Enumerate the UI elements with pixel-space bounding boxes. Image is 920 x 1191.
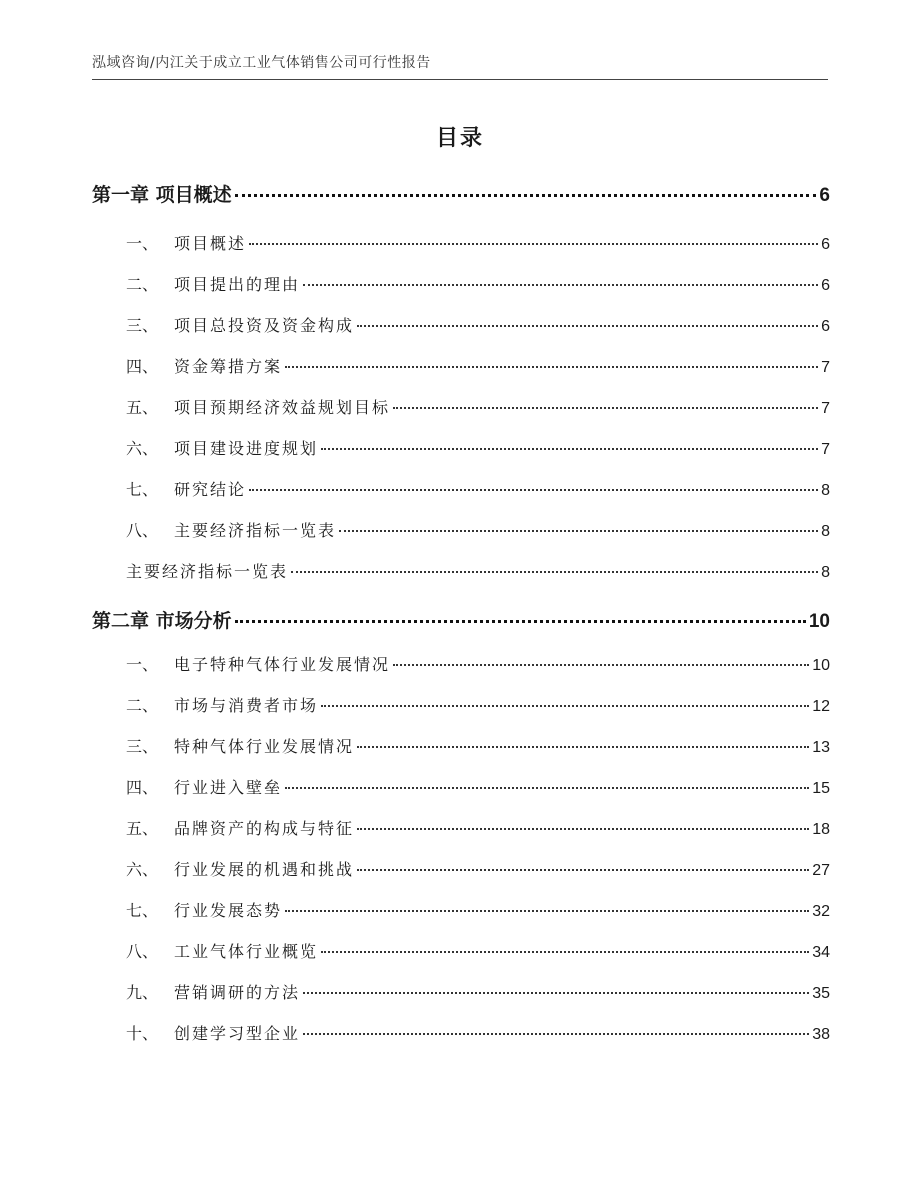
dot-leader — [393, 407, 818, 409]
toc-page-number: 10 — [812, 657, 830, 674]
toc-entry-label — [126, 313, 354, 336]
toc-page-number: 12 — [812, 698, 830, 715]
toc-entry[interactable] — [92, 272, 830, 313]
toc-entry[interactable] — [92, 559, 830, 600]
toc-page-number: 15 — [812, 780, 830, 797]
dot-leader — [249, 243, 818, 245]
toc-entry-number: 七、 — [126, 480, 159, 499]
toc-page-number: 38 — [812, 1026, 830, 1043]
toc-entry[interactable] — [92, 1021, 830, 1062]
toc-page-number: 32 — [812, 903, 830, 920]
toc-entry[interactable] — [92, 652, 830, 693]
toc-entry-number: 五、 — [126, 819, 159, 838]
toc-entry-number: 三、 — [126, 737, 159, 756]
toc-entry-label — [126, 939, 318, 962]
toc-entry-text: 电子特种气体行业发展情况 — [174, 655, 391, 674]
toc-chapter-2[interactable] — [92, 606, 830, 640]
toc-entry-label — [126, 477, 246, 500]
toc-entry[interactable] — [92, 354, 830, 395]
toc-entry-number: 八、 — [126, 521, 159, 540]
dot-leader — [235, 620, 806, 623]
toc-page-number: 18 — [812, 821, 830, 838]
toc-entry[interactable] — [92, 857, 830, 898]
toc-entry-label — [126, 980, 300, 1003]
toc-entry-label — [126, 734, 354, 757]
toc-chapter-1-sections — [92, 231, 830, 559]
toc-entry-text: 项目概述 — [174, 234, 247, 253]
toc-entry-number: 八、 — [126, 942, 159, 961]
dot-leader — [291, 571, 818, 573]
dot-leader — [249, 489, 818, 491]
toc-page-number: 34 — [812, 944, 830, 961]
toc-entry-text: 品牌资产的构成与特征 — [174, 819, 355, 838]
toc-entry-text: 项目提出的理由 — [174, 275, 301, 294]
dot-leader — [303, 284, 818, 286]
toc-page-number: 7 — [821, 359, 830, 376]
dot-leader — [357, 828, 809, 830]
toc-entry-label — [126, 395, 390, 418]
toc-page-number: 7 — [821, 400, 830, 417]
toc-page-number: 6 — [819, 185, 830, 206]
toc-entry-text: 营销调研的方法 — [174, 983, 301, 1002]
toc-entry[interactable] — [92, 477, 830, 518]
dot-leader — [321, 705, 809, 707]
dot-leader — [321, 448, 818, 450]
dot-leader — [339, 530, 818, 532]
toc-entry-label — [126, 1021, 300, 1044]
toc-page-number: 6 — [821, 236, 830, 253]
toc-entry-label — [126, 693, 318, 716]
toc-entry-number: 四、 — [126, 778, 159, 797]
toc-entry[interactable] — [92, 734, 830, 775]
toc-page-number: 8 — [821, 482, 830, 499]
toc-entry-number: 三、 — [126, 316, 159, 335]
toc-page-number: 7 — [821, 441, 830, 458]
toc-entry-text: 资金筹措方案 — [174, 357, 283, 376]
toc-entry[interactable] — [92, 693, 830, 734]
dot-leader — [321, 951, 809, 953]
toc-entry-number: 二、 — [126, 275, 159, 294]
toc-entry-text: 市场与消费者市场 — [174, 696, 319, 715]
dot-leader — [357, 325, 818, 327]
toc-page-number: 8 — [821, 523, 830, 540]
header-rule — [92, 79, 828, 80]
toc-entry-number: 一、 — [126, 655, 159, 674]
toc-page-number: 13 — [812, 739, 830, 756]
toc-entry[interactable] — [92, 518, 830, 559]
dot-leader — [303, 992, 809, 994]
toc-chapter-label: 第二章 市场分析 — [92, 610, 232, 632]
toc-page-number: 6 — [821, 277, 830, 294]
toc-entry[interactable] — [92, 939, 830, 980]
toc-entry-text: 项目总投资及资金构成 — [174, 316, 355, 335]
toc-entry-text: 项目建设进度规划 — [174, 439, 319, 458]
toc-page-number: 6 — [821, 318, 830, 335]
toc-chapter-1[interactable] — [92, 180, 830, 214]
dot-leader — [357, 869, 809, 871]
toc-entry[interactable] — [92, 313, 830, 354]
toc-chapter-2-sections — [92, 652, 830, 1062]
toc-page-number: 27 — [812, 862, 830, 879]
toc-entry[interactable] — [92, 231, 830, 272]
toc-entry-label — [126, 518, 336, 541]
toc-entry-number: 七、 — [126, 901, 159, 920]
toc-entry-label — [126, 354, 282, 377]
toc-entry-label — [126, 857, 354, 880]
toc-entry-number: 一、 — [126, 234, 159, 253]
toc-entry-number: 二、 — [126, 696, 159, 715]
toc-chapter-label: 第一章 项目概述 — [92, 184, 232, 206]
toc-entry-label — [126, 652, 390, 675]
toc-page-number: 10 — [808, 611, 830, 632]
dot-leader — [285, 366, 818, 368]
toc-entry-label — [126, 898, 282, 921]
toc-entry-label — [126, 775, 282, 798]
dot-leader — [393, 664, 809, 666]
toc-entry-number: 六、 — [126, 860, 159, 879]
toc-entry-text: 特种气体行业发展情况 — [174, 737, 355, 756]
toc-entry-text: 主要经济指标一览表 — [174, 521, 337, 540]
toc-entry-label — [126, 816, 354, 839]
toc-entry-text: 研究结论 — [174, 480, 247, 499]
toc-entry-text: 创建学习型企业 — [174, 1024, 301, 1043]
toc-entry[interactable] — [92, 980, 830, 1021]
running-header: 泓域咨询/内江关于成立工业气体销售公司可行性报告 — [92, 55, 431, 71]
toc-entry-label — [126, 231, 246, 254]
toc-entry-number: 六、 — [126, 439, 159, 458]
toc-entry-text: 行业发展的机遇和挑战 — [174, 860, 355, 879]
dot-leader — [303, 1033, 809, 1035]
toc-entry[interactable] — [92, 816, 830, 857]
toc-entry[interactable] — [92, 898, 830, 939]
toc-page-number: 35 — [812, 985, 830, 1002]
toc-entry-text: 工业气体行业概览 — [174, 942, 319, 961]
toc-entry[interactable] — [92, 395, 830, 436]
toc-entry-label — [126, 272, 300, 295]
toc-entry-number: 五、 — [126, 398, 159, 417]
dot-leader — [357, 746, 809, 748]
page-title: 目录 — [435, 126, 484, 151]
toc-entry[interactable] — [92, 436, 830, 477]
toc-entry-number: 四、 — [126, 357, 159, 376]
toc-page-number: 8 — [821, 564, 830, 581]
toc-entry-label: 主要经济指标一览表 — [126, 562, 289, 581]
toc-entry-text: 行业进入壁垒 — [174, 778, 283, 797]
toc-entry-number: 十、 — [126, 1024, 159, 1043]
dot-leader — [285, 910, 809, 912]
table-of-contents — [92, 180, 830, 1062]
toc-entry-text: 行业发展态势 — [174, 901, 283, 920]
toc-entry-text: 项目预期经济效益规划目标 — [174, 398, 391, 417]
dot-leader — [285, 787, 809, 789]
toc-entry-number: 九、 — [126, 983, 159, 1002]
toc-entry[interactable] — [92, 775, 830, 816]
toc-entry-label — [126, 436, 318, 459]
dot-leader — [235, 194, 817, 197]
